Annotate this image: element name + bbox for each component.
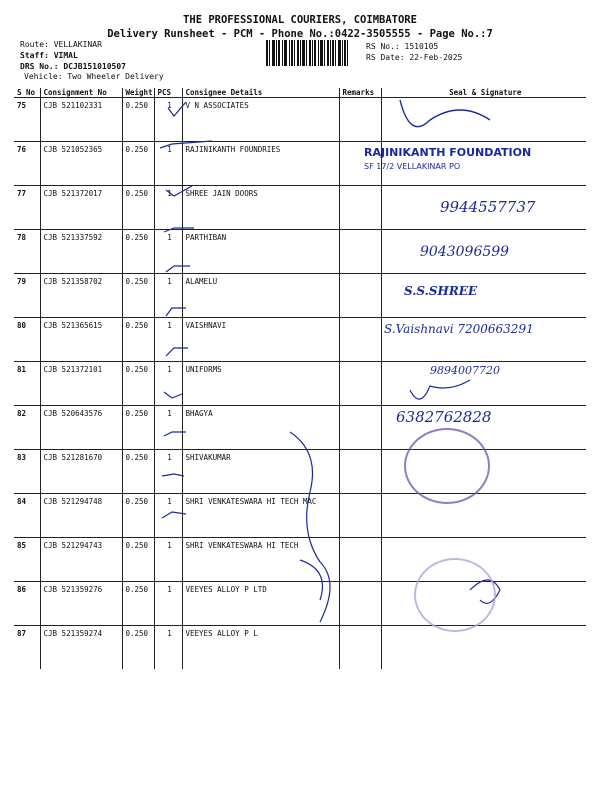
- cell-sno: 80: [14, 318, 40, 362]
- cell-weight: 0.250: [122, 362, 154, 406]
- cell-weight: 0.250: [122, 626, 154, 670]
- cell-consignment: CJB 521102331: [40, 98, 122, 142]
- cell-weight: 0.250: [122, 582, 154, 626]
- cell-weight: 0.250: [122, 494, 154, 538]
- cell-pcs: 1: [154, 450, 182, 494]
- col-seal: Seal & Signature: [381, 88, 586, 98]
- handwriting-78: 9043096599: [420, 244, 510, 260]
- vehicle-label: Vehicle: Two Wheeler Delivery: [24, 72, 164, 81]
- cell-consignee: VEEYES ALLOY P LTD: [182, 582, 339, 626]
- cell-consignment: CJB 521372101: [40, 362, 122, 406]
- cell-pcs: 1: [154, 494, 182, 538]
- cell-consignment: CJB 521372017: [40, 186, 122, 230]
- cell-weight: 0.250: [122, 186, 154, 230]
- cell-weight: 0.250: [122, 274, 154, 318]
- staff-label: Staff: VIMAL: [20, 51, 78, 60]
- cell-weight: 0.250: [122, 406, 154, 450]
- col-sno: S No: [14, 88, 40, 98]
- cell-consignment: CJB 521359274: [40, 626, 122, 670]
- cell-pcs: 1: [154, 186, 182, 230]
- cell-weight: 0.250: [122, 450, 154, 494]
- cell-consignee: VEEYES ALLOY P L: [182, 626, 339, 670]
- cell-pcs: 1: [154, 406, 182, 450]
- cell-weight: 0.250: [122, 98, 154, 142]
- cell-sno: 76: [14, 142, 40, 186]
- cell-weight: 0.250: [122, 230, 154, 274]
- cell-consignment: CJB 521365615: [40, 318, 122, 362]
- cell-consignee: VAISHNAVI: [182, 318, 339, 362]
- cell-pcs: 1: [154, 582, 182, 626]
- cell-pcs: 1: [154, 274, 182, 318]
- cell-weight: 0.250: [122, 538, 154, 582]
- col-consignee: Consignee Details: [182, 88, 339, 98]
- cell-sno: 85: [14, 538, 40, 582]
- company-seal: [414, 558, 496, 632]
- rajinikanth-stamp-address: SF 17/2 VELLAKINAR PO: [364, 162, 461, 171]
- cell-consignee: PARTHIBAN: [182, 230, 339, 274]
- cell-sno: 87: [14, 626, 40, 670]
- cell-consignee: SHRI VENKATESWARA HI TECH: [182, 538, 339, 582]
- cell-consignment: CJB 521359276: [40, 582, 122, 626]
- cell-consignment: CJB 521294743: [40, 538, 122, 582]
- cell-consignment: CJB 521052365: [40, 142, 122, 186]
- cell-consignee: ALAMELU: [182, 274, 339, 318]
- cell-weight: 0.250: [122, 142, 154, 186]
- cell-consignment: CJB 521281670: [40, 450, 122, 494]
- cell-consignment: CJB 521294748: [40, 494, 122, 538]
- rs-number: RS No.: 1510105: [366, 42, 439, 51]
- handwriting-79: S.S.SHREE: [404, 284, 478, 298]
- cell-pcs: 1: [154, 98, 182, 142]
- cell-sno: 75: [14, 98, 40, 142]
- company-title: THE PROFESSIONAL COURIERS, COIMBATORE: [183, 14, 417, 26]
- company-seal: [404, 428, 490, 504]
- cell-sno: 83: [14, 450, 40, 494]
- cell-sno: 77: [14, 186, 40, 230]
- cell-consignee: BHAGYA: [182, 406, 339, 450]
- col-consignment: Consignment No: [40, 88, 122, 98]
- handwriting-82: 6382762828: [396, 408, 492, 426]
- cell-consignee: RAJINIKANTH FOUNDRIES: [182, 142, 339, 186]
- col-pcs: PCS: [154, 88, 182, 98]
- route-label: Route: VELLAKINAR: [20, 40, 102, 49]
- handwriting-80: S.Vaishnavi 7200663291: [384, 322, 534, 336]
- col-weight: Weight: [122, 88, 154, 98]
- runsheet-title: Delivery Runsheet - PCM - Phone No.:0422-3505555 - Page No.:7: [107, 28, 493, 40]
- cell-sno: 78: [14, 230, 40, 274]
- cell-consignment: CJB 520643576: [40, 406, 122, 450]
- handwriting-81: 9894007720: [430, 364, 500, 377]
- cell-consignee: SHRI VENKATESWARA HI TECH MAC: [182, 494, 339, 538]
- cell-sno: 82: [14, 406, 40, 450]
- cell-consignee: SHREE JAIN DOORS: [182, 186, 339, 230]
- handwriting-77: 9944557737: [440, 198, 536, 216]
- cell-consignment: CJB 521358702: [40, 274, 122, 318]
- cell-pcs: 1: [154, 318, 182, 362]
- cell-pcs: 1: [154, 142, 182, 186]
- cell-sno: 79: [14, 274, 40, 318]
- cell-pcs: 1: [154, 626, 182, 670]
- cell-sno: 86: [14, 582, 40, 626]
- cell-pcs: 1: [154, 362, 182, 406]
- rs-date: RS Date: 22-Feb-2025: [366, 53, 463, 62]
- drs-label: DRS No.: DCJB151010507: [20, 62, 126, 71]
- cell-consignment: CJB 521337592: [40, 230, 122, 274]
- cell-weight: 0.250: [122, 318, 154, 362]
- cell-consignee: V N ASSOCIATES: [182, 98, 339, 142]
- cell-pcs: 1: [154, 230, 182, 274]
- cell-pcs: 1: [154, 538, 182, 582]
- col-remarks: Remarks: [339, 88, 381, 98]
- rajinikanth-stamp: RAJINIKANTH FOUNDATION: [364, 146, 532, 159]
- cell-consignee: SHIVAKUMAR: [182, 450, 339, 494]
- cell-consignee: UNIFORMS: [182, 362, 339, 406]
- cell-sno: 84: [14, 494, 40, 538]
- cell-sno: 81: [14, 362, 40, 406]
